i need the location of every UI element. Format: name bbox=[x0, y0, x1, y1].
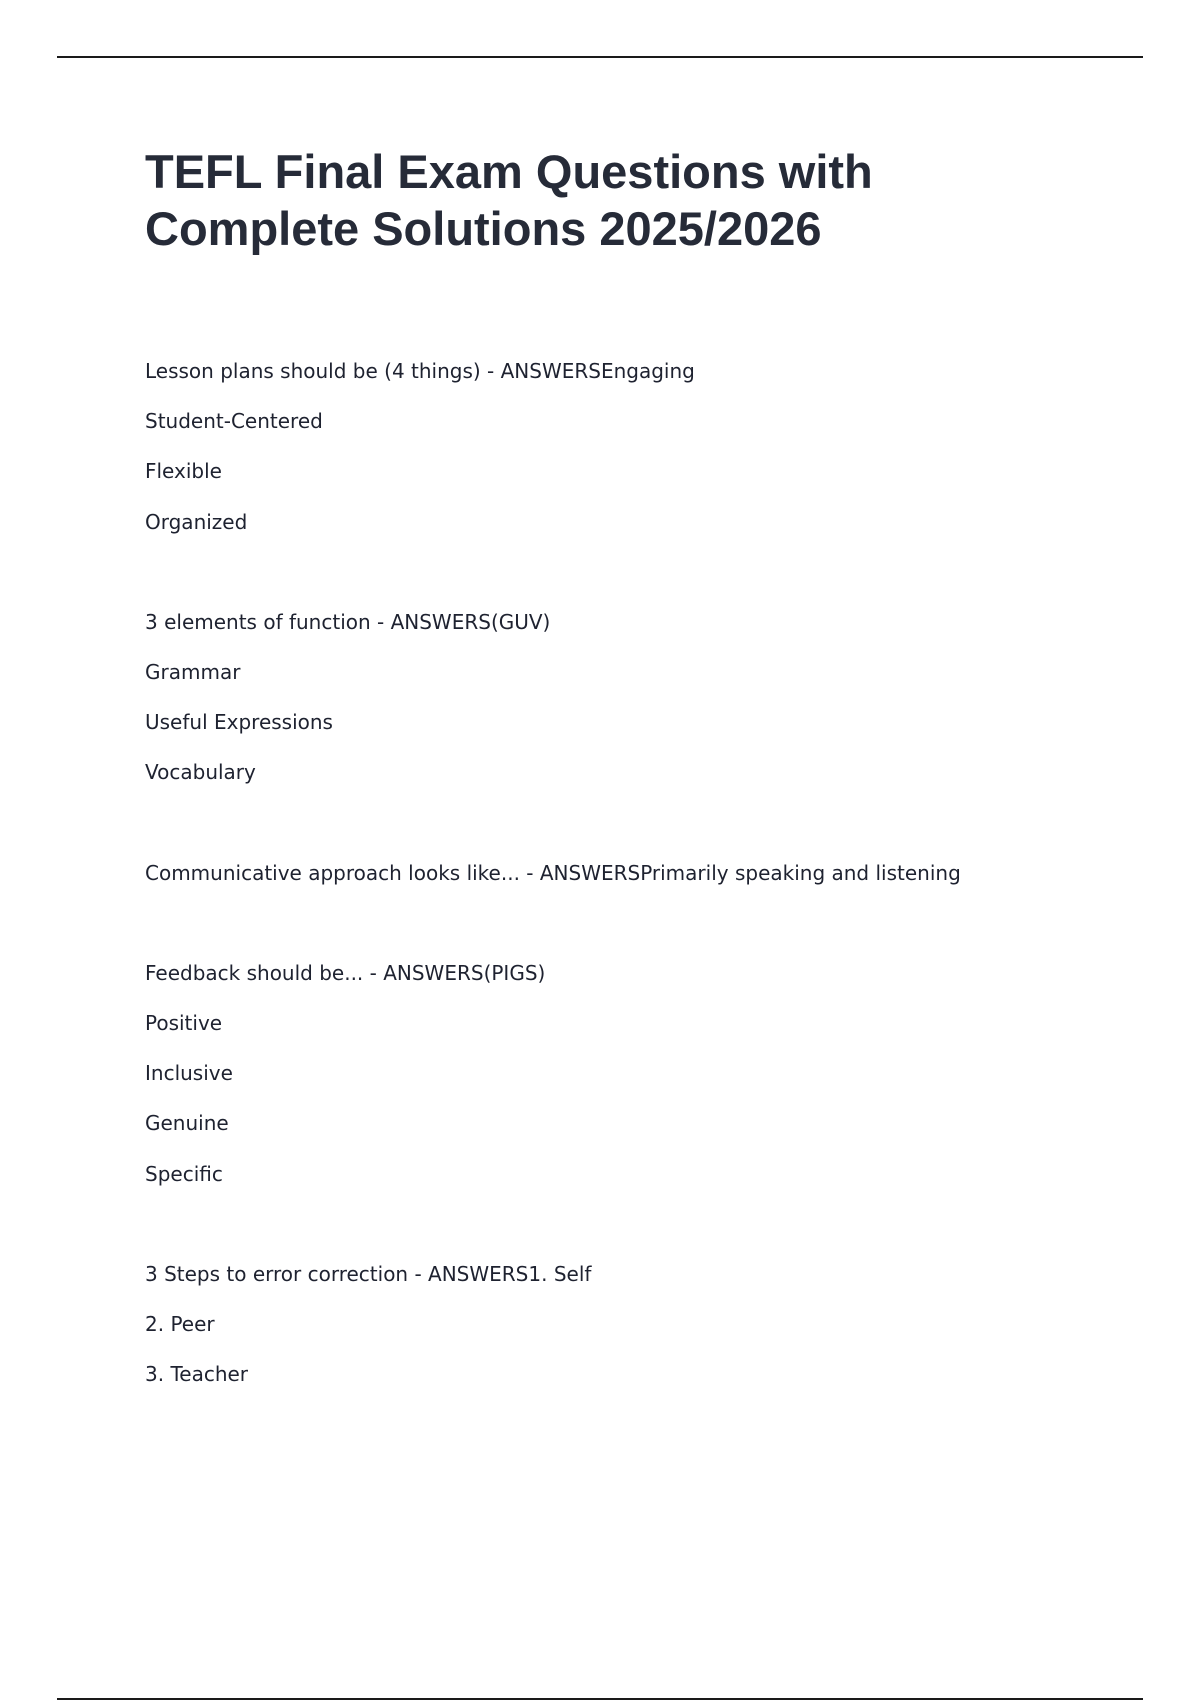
qa-answer-line: 3. Teacher bbox=[145, 1362, 249, 1387]
qa-question: Lesson plans should be (4 things) - ANSWERSEngaging bbox=[145, 359, 695, 383]
qa-list bbox=[145, 356, 1145, 1460]
qa-answer-line: Flexible bbox=[145, 459, 222, 484]
qa-answer-line: Positive bbox=[145, 1010, 223, 1035]
qa-answer-line: Genuine bbox=[145, 1111, 229, 1136]
qa-item-2 bbox=[145, 607, 1145, 808]
qa-answer-line: Organized bbox=[145, 509, 248, 534]
page-title: TEFL Final Exam Questions with Complete Solutions 2025/2026 bbox=[145, 145, 873, 255]
qa-question: 3 Steps to error correction - ANSWERS1. Self bbox=[145, 1261, 592, 1286]
qa-answer-line: Grammar bbox=[145, 659, 241, 684]
qa-question: 3 elements of function - ANSWERS(GUV) bbox=[145, 609, 551, 634]
qa-question: Communicative approach looks like... - ANSWERSPrimarily speaking and listening bbox=[145, 860, 961, 885]
qa-item-3 bbox=[145, 858, 1145, 908]
qa-item-5 bbox=[145, 1259, 1145, 1410]
qa-item-4 bbox=[145, 958, 1145, 1209]
qa-answer-line: Vocabulary bbox=[145, 760, 256, 785]
qa-answer-line: Student-Centered bbox=[145, 409, 323, 433]
qa-answer-line: Useful Expressions bbox=[145, 710, 333, 735]
qa-item-1 bbox=[145, 356, 1145, 557]
top-rule bbox=[57, 56, 1143, 58]
qa-answer-line: Inclusive bbox=[145, 1061, 233, 1086]
qa-answer-line: Specific bbox=[145, 1161, 223, 1186]
qa-question: Feedback should be... - ANSWERS(PIGS) bbox=[145, 960, 546, 985]
qa-answer-line: 2. Peer bbox=[145, 1311, 215, 1336]
